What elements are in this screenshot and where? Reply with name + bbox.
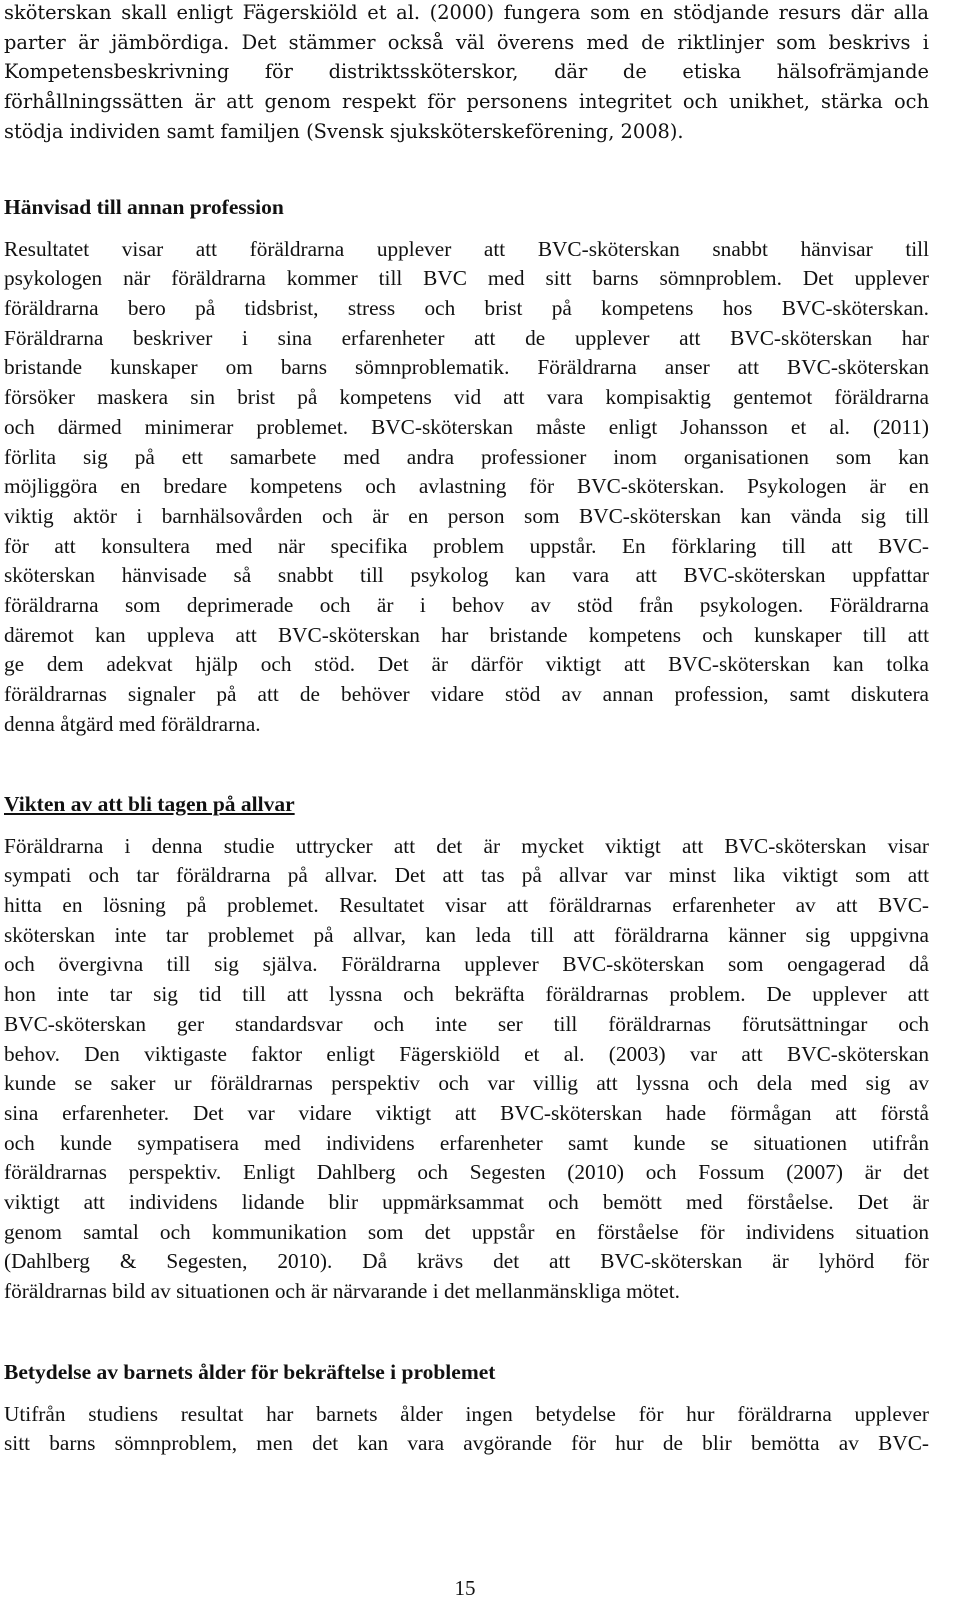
text-line: föräldrarna bero på tidsbrist, stress och brist på kompetens hos BVC-sköterskan. [4,296,929,321]
text-line: hon inte tar sig tid till att lyssna och bekräfta föräldrarnas problem. De upplever att [4,982,929,1007]
text-line: föräldrarnas perspektiv. Enligt Dahlberg och Segesten (2010) och Fossum (2007) är det [4,1160,929,1185]
text-line: (Dahlberg & Segesten, 2010). Då krävs det att BVC-sköterskan är lyhörd för [4,1249,929,1274]
text-line: ge dem adekvat hjälp och stöd. Det är därför viktigt att BVC-sköterskan kan tolka [4,652,929,677]
page-number: 15 [454,1576,476,1600]
text-line: sköterskan hänvisade så snabbt till psykolog kan vara att BVC-sköterskan uppfattar [4,563,929,588]
text-line: föräldrarnas bild av situationen och är närvarande i det mellanmänskliga mötet. [4,1279,680,1304]
text-line: föräldrarnas signaler på att de behöver vidare stöd av annan profession, samt diskutera [4,682,929,707]
text-line: och övergivna till sig själva. Föräldrarna upplever BVC-sköterskan som oengagerad då [4,952,929,977]
text-line: sympati och tar föräldrarna på allvar. Det att tas på allvar var minst lika viktigt som att [4,863,929,888]
text-line: för att konsultera med när specifika problem uppstår. En förklaring till att BVC- [4,533,929,558]
text-line: förlita sig på ett samarbete med andra professioner inom organisationen som kan [4,444,929,469]
text-line: genom samtal och kommunikation som det uppstår en förståelse för individens situation [4,1219,929,1244]
text-line: sköterskan skall enligt Fägerskiöld et al. (2000) fungera som en stödjande resurs där alla [4,1,929,24]
text-line: Föräldrarna beskriver i sina erfarenheter att de upplever att BVC-sköterskan har [4,325,929,350]
section-hanvisad [4,193,929,739]
text-line: kunde se saker ur föräldrarnas perspektiv och var villig att lyssna och dela med sig av [4,1071,929,1096]
section-paragraph [4,1400,929,1459]
text-line: parter är jämbördiga. Det stämmer också väl överens med de riktlinjer som beskrivs i [4,30,929,54]
text-line: Utifrån studiens resultat har barnets ålder ingen betydelse för hur föräldrarna upplever [4,1401,929,1426]
text-line: möjliggöra en bredare kompetens och avlastning för BVC-sköterskan. Psykologen är en [4,474,929,499]
text-line: viktigt att individens lidande blir uppmärksammat och bemött med förståelse. Det är [4,1189,929,1214]
section-heading: Betydelse av barnets ålder för bekräftelse i problemet [4,1360,496,1384]
section-heading: Hänvisad till annan profession [4,195,284,219]
text-line: bristande kunskaper om barns sömnproblematik. Föräldrarna anser att BVC-sköterskan [4,355,929,380]
text-line: förhållningssätten är att genom respekt för personens integritet och unikhet, stärka och [4,90,929,114]
text-line: däremot kan uppleva att BVC-sköterskan har bristande kompetens och kunskaper till att [4,622,929,647]
text-line: och kunde sympatisera med individens erfarenheter samt kunde se situationen utifrån [4,1130,929,1155]
text-line: Resultatet visar att föräldrarna upplever att BVC-sköterskan snabbt hänvisar till [4,236,929,261]
text-line: viktig aktör i barnhälsovården och är en person som BVC-sköterskan kan vända sig till [4,503,929,528]
text-line: sina erfarenheter. Det var vidare viktigt att BVC-sköterskan hade förmågan att förstå [4,1100,929,1125]
text-line: Föräldrarna i denna studie uttrycker att det är mycket viktigt att BVC-sköterskan visar [4,833,929,858]
section-heading: Vikten av att bli tagen på allvar [4,792,295,816]
section-betydelse [4,1358,929,1459]
text-line: stödja individen samt familjen (Svensk sjuksköterskeförening, 2008). [4,119,684,143]
text-line: behov. Den viktigaste faktor enligt Fägerskiöld et al. (2003) var att BVC-sköterskan [4,1041,929,1066]
text-line: psykologen när föräldrarna kommer till BVC med sitt barns sömnproblem. Det upplever [4,266,929,291]
text-line: Kompetensbeskrivning för distriktssköterskor, där de etiska hälsofrämjande [4,60,929,84]
section-vikten [4,790,929,1307]
text-line: hitta en lösning på problemet. Resultatet visar att föräldrarnas erfarenheter av att BVC- [4,893,929,918]
text-line: BVC-sköterskan ger standardsvar och inte ser till föräldrarnas förutsättningar och [4,1011,929,1036]
intro-paragraph [4,0,929,146]
text-line: och därmed minimerar problemet. BVC-sköterskan måste enligt Johansson et al. (2011) [4,414,929,439]
text-line: denna åtgärd med föräldrarna. [4,711,261,736]
text-line: försöker maskera sin brist på kompetens vid att vara kompisaktig gentemot föräldrarna [4,385,929,410]
section-paragraph [4,235,929,740]
text-line: sköterskan inte tar problemet på allvar, kan leda till att föräldrarna känner sig uppgivna [4,922,929,947]
text-line: föräldrarna som deprimerade och är i behov av stöd från psykologen. Föräldrarna [4,592,929,617]
text-line: sitt barns sömnproblem, men det kan vara avgörande för hur de blir bemötta av BVC- [4,1431,929,1456]
section-paragraph [4,832,929,1307]
